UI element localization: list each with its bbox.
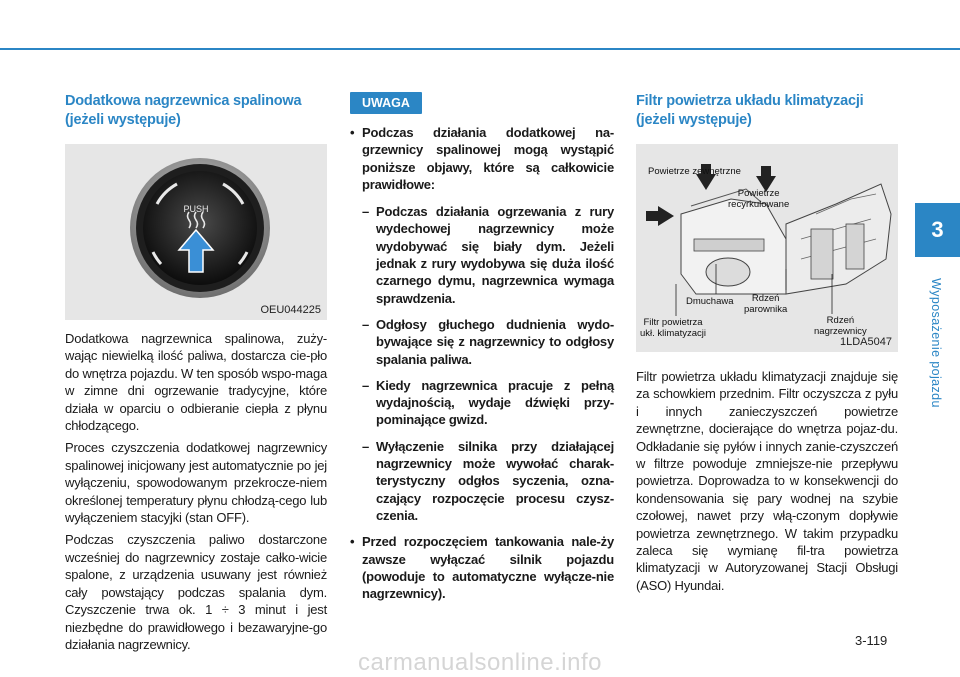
paragraph: Podczas czyszczenia paliwo dostarczone wcześniej do nagrzewnicy zostaje całko-wicie spalone, z urządzenia usuwany jest również cały powstający podczas spalania dym. Czyszczenie trwa ok. 1 ÷ 3 minut i jest niezbędne do prawidłowego i bezawaryjne-go działania nagrzewnicy. bbox=[65, 532, 327, 652]
label-blower: Dmuchawa bbox=[686, 296, 734, 307]
warning-item bbox=[350, 124, 614, 524]
title-line-2: (jeżeli występuje) bbox=[65, 112, 181, 128]
label-line: ukł. klimatyzacji bbox=[640, 328, 706, 339]
chapter-tab: 3 bbox=[915, 203, 960, 257]
label-outside-air: Powietrze zewnętrzne bbox=[648, 166, 741, 177]
chapter-title-vertical bbox=[921, 268, 951, 418]
chapter-title: Wyposażenie pojazdu bbox=[929, 278, 943, 408]
watermark: carmanualsonline.info bbox=[358, 649, 602, 676]
warning-item: • Przed rozpoczęciem tankowania nale-ży zawsze wyłączać silnik pojazdu (powoduje to automatyczne wyłącze-nie nagrzewnicy). bbox=[350, 533, 614, 602]
blower-shape bbox=[706, 258, 750, 286]
heater-description bbox=[65, 330, 327, 653]
section-title-auxiliary-heater bbox=[65, 92, 327, 130]
column-warning bbox=[350, 92, 614, 611]
label-line: nagrzewnicy bbox=[814, 326, 867, 337]
page-number: 3-119 bbox=[855, 633, 888, 648]
hvac-diagram-figure bbox=[636, 144, 898, 352]
warning-sub-item: – Kiedy nagrzewnica pracuje z pełną wydajnością, wydaje dźwięki przy-pominające gwizd. bbox=[362, 377, 614, 429]
heater-button-figure bbox=[65, 144, 327, 320]
heater-core bbox=[846, 224, 864, 269]
warning-list bbox=[350, 124, 614, 602]
warning-sub-item: – Wyłączenie silnika przy działającej nagrzewnicy może wywołać charak-terystyczny odgłos syczenia, ozna-czający rozpoczęcie procesu czysz-czenia. bbox=[362, 438, 614, 524]
label-cabin-filter bbox=[640, 317, 706, 339]
title-line-2: (jeżeli występuje) bbox=[636, 112, 752, 128]
warning-sub-list bbox=[362, 203, 614, 524]
section-title-cabin-filter bbox=[636, 92, 898, 130]
warning-sub-item: – Odgłosy głuchego dudnienia wydo-bywające się z nagrzewnicy to odgłosy spalania paliwa. bbox=[362, 316, 614, 368]
heater-push-button-illustration bbox=[65, 144, 327, 320]
label-line: recyrkulowane bbox=[728, 199, 790, 210]
label-line: Rdzeń bbox=[751, 293, 780, 304]
column-auxiliary-heater bbox=[65, 92, 327, 658]
title-line-1: Filtr powietrza układu klimatyzacji bbox=[636, 93, 864, 109]
warning-label: UWAGA bbox=[350, 92, 422, 114]
label-heater-core bbox=[814, 315, 867, 337]
push-label: PUSH bbox=[183, 204, 209, 214]
paragraph: Proces czyszczenia dodatkowej nagrzewnicy spalinowej inicjowany jest automatycznie po jej wyłączeniu, spowodowanym przekrocze-niem określonej temperatury płynu chłodzą-cego lub wyłączeniem stacyjki (stan OFF). bbox=[65, 440, 327, 526]
label-line: Filtr powietrza bbox=[643, 317, 703, 328]
figure-code: 1LDA5047 bbox=[840, 336, 892, 348]
paragraph: Dodatkowa nagrzewnica spalinowa, zuży-wając niewielką ilość paliwa, dostarcza cie-pło do wnętrza pojazdu. W ten sposób wspo-maga w zimne dni ogrzewanie tradycyjne, które działa w oparciu o odbieranie ciepła z płynu chłodzącego. bbox=[65, 331, 327, 434]
label-line: Powietrze bbox=[737, 188, 780, 199]
cabin-filter-description bbox=[636, 368, 898, 594]
paragraph: Filtr powietrza układu klimatyzacji znajduje się za schowkiem przednim. Filtr oczyszcza z pyłu i innych zanieczyszczeń powietrze zewnętrzne, docierające do wnętrza pojaz-du. Odkładanie się pyłów i innych zanie-czyszczeń w filtrze powoduje zmniejsze-nie przepływu powietrza. Doprowadza to w konsekwencji do kondensowania się pary wodnej na szybie czołowej, nawet przy włą-czonym dopływie powietrza zewnętrznego. W takim przypadku zaleca się wymianę fil-tra powietrza klimatyzacji w Autoryzowanej Stacji Obsługi (ASO) Hyundai. bbox=[636, 369, 898, 593]
label-line: parownika bbox=[744, 304, 788, 315]
label-evaporator bbox=[744, 293, 787, 315]
warning-text: Podczas działania dodatkowej na-grzewnicy spalinowej mogą wystąpić poniższe objawy, które są całkowicie prawidłowe: bbox=[362, 125, 614, 192]
header-rule bbox=[0, 48, 960, 50]
evaporator-core bbox=[811, 229, 833, 279]
label-recirculated-air bbox=[728, 188, 789, 210]
warning-sub-item: – Podczas działania ogrzewania z rury wydechowej nagrzewnicy może wydobywać się biały dym. Jeżeli jednak z rury wydobywa się duża ilość czarnego dymu, nagrzewnica wymaga sprawdzenia. bbox=[362, 203, 614, 307]
label-line: Rdzeń bbox=[826, 315, 855, 326]
figure-code: OEU044225 bbox=[260, 304, 321, 316]
outside-air-arrow-icon bbox=[646, 206, 674, 226]
filter-element bbox=[694, 239, 764, 251]
column-cabin-filter bbox=[636, 92, 898, 599]
title-line-1: Dodatkowa nagrzewnica spalinowa bbox=[65, 93, 302, 109]
